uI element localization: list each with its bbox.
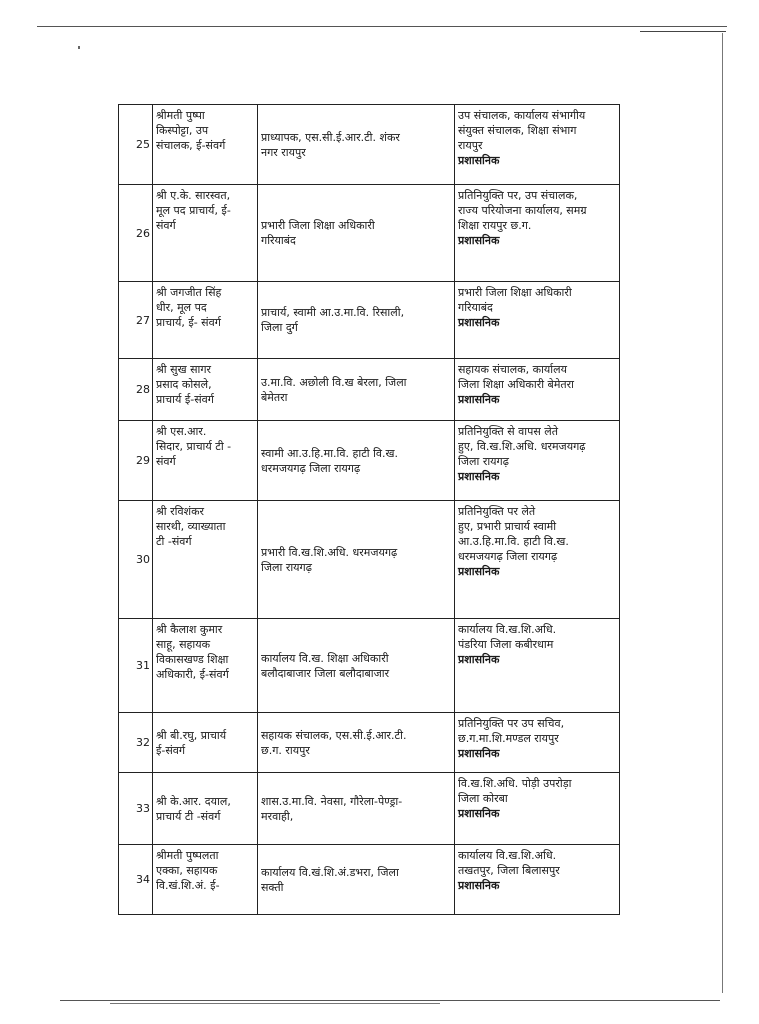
table-row xyxy=(119,619,620,713)
employee-name-cell xyxy=(153,185,258,282)
new-posting-cell-line: राज्य परियोजना कार्यालय, समग्र xyxy=(458,204,587,217)
current-posting-cell-line: बलौदाबाजार जिला बलौदाबाजार xyxy=(261,666,390,680)
new-posting-cell-line: जिला शिक्षा अधिकारी बेमेतरा xyxy=(458,378,575,391)
serial-number-cell: 32 xyxy=(119,713,153,773)
current-posting-cell xyxy=(258,185,455,282)
current-posting-cell-line: प्राचार्य, स्वामी आ.उ.मा.वि. रिसाली, xyxy=(261,306,405,319)
scan-edge-top-inner xyxy=(640,31,726,32)
current-posting-cell-line: जिला रायगढ़ xyxy=(261,560,312,574)
employee-name-cell-line: सिदार, प्राचार्य टी - xyxy=(156,440,232,453)
employee-name-cell-line: श्रीमती पुष्पा xyxy=(156,109,205,122)
new-posting-cell-line: कार्यालय वि.ख.शि.अधि. xyxy=(458,623,557,636)
new-posting-cell-line: प्रभारी जिला शिक्षा अधिकारी xyxy=(458,286,572,299)
new-posting-cell-line: वि.ख.शि.अधि. पोड़ी उपरोड़ा xyxy=(458,777,572,790)
current-posting-cell-line: नगर रायपुर xyxy=(261,145,306,159)
new-posting-cell xyxy=(455,501,620,619)
serial-number-cell: 33 xyxy=(119,773,153,845)
serial-number-cell: 31 xyxy=(119,619,153,713)
employee-name-cell-line: विकासखण्ड शिक्षा xyxy=(156,653,229,666)
new-posting-cell-line: प्रतिनियुक्ति पर लेते xyxy=(458,505,536,518)
table-body xyxy=(119,105,620,915)
remark-text: प्रशासनिक xyxy=(458,316,500,329)
new-posting-cell-line: प्रतिनियुक्ति पर, उप संचालक, xyxy=(458,189,578,202)
current-posting-cell-line: प्राध्यापक, एस.सी.ई.आर.टी. शंकर xyxy=(261,130,400,144)
employee-name-cell-line: एक्का, सहायक xyxy=(156,864,218,877)
table-row xyxy=(119,845,620,915)
employee-name-cell-line: प्राचार्य, ई- संवर्ग xyxy=(156,316,221,329)
employee-name-cell-line: श्री एस.आर. xyxy=(156,425,207,438)
current-posting-cell-line: कार्यालय वि.ख. शिक्षा अधिकारी xyxy=(261,651,389,665)
current-posting-cell xyxy=(258,105,455,185)
employee-name-cell xyxy=(153,105,258,185)
remark-text: प्रशासनिक xyxy=(458,470,500,483)
employee-name-cell xyxy=(153,845,258,915)
remark-text: प्रशासनिक xyxy=(458,565,500,578)
table-row xyxy=(119,359,620,421)
current-posting-cell-line: जिला दुर्ग xyxy=(261,321,298,334)
transfer-order-table xyxy=(118,104,620,915)
remark-text: प्रशासनिक xyxy=(458,747,500,760)
remark-text: प्रशासनिक xyxy=(458,154,500,167)
new-posting-cell-line: तखतपुर, जिला बिलासपुर xyxy=(458,864,560,877)
scan-edge-top xyxy=(37,26,727,27)
new-posting-cell xyxy=(455,619,620,713)
employee-name-cell xyxy=(153,501,258,619)
remark-text: प्रशासनिक xyxy=(458,653,500,666)
table-row xyxy=(119,282,620,359)
employee-name-cell-line: टी -संवर्ग xyxy=(156,535,192,548)
current-posting-cell-line: स्वामी आ.उ.हि.मा.वि. हाटी वि.ख. xyxy=(261,446,399,460)
new-posting-cell-line: शिक्षा रायपुर छ.ग. xyxy=(458,219,532,232)
new-posting-cell-line: हुए, वि.ख.शि.अधि. धरमजयगढ़ xyxy=(458,440,586,453)
current-posting-cell-line: शास.उ.मा.वि. नेवसा, गौरेला-पेण्ड्रा- xyxy=(261,794,403,808)
new-posting-cell-line: प्रतिनियुक्ति पर उप सचिव, xyxy=(458,717,565,730)
current-posting-cell-line: सक्ती xyxy=(261,880,284,894)
current-posting-cell xyxy=(258,773,455,845)
employee-name-cell-line: संवर्ग xyxy=(156,219,176,232)
table-row xyxy=(119,501,620,619)
current-posting-cell-line: छ.ग. रायपुर xyxy=(261,743,310,757)
current-posting-cell xyxy=(258,845,455,915)
serial-number-cell: 30 xyxy=(119,501,153,619)
new-posting-cell-line: जिला रायगढ़ xyxy=(458,455,509,468)
current-posting-cell-line: उ.मा.वि. अछोली वि.ख बेरला, जिला xyxy=(261,375,407,389)
employee-name-cell-line: साहू, सहायक xyxy=(156,638,211,651)
serial-number-cell: 34 xyxy=(119,845,153,915)
employee-name-cell-line: ई-संवर्ग xyxy=(156,743,186,757)
new-posting-cell xyxy=(455,845,620,915)
new-posting-cell-line: रायपुर xyxy=(458,139,483,152)
employee-name-cell xyxy=(153,282,258,359)
new-posting-cell xyxy=(455,282,620,359)
current-posting-cell-line: धरमजयगढ़ जिला रायगढ़ xyxy=(261,461,361,475)
remark-text: प्रशासनिक xyxy=(458,393,500,406)
new-posting-cell-line: हुए, प्रभारी प्राचार्य स्वामी xyxy=(458,520,557,533)
employee-name-cell xyxy=(153,359,258,421)
employee-name-cell-line: प्राचार्य टी -संवर्ग xyxy=(156,809,221,823)
serial-number-cell: 29 xyxy=(119,421,153,501)
serial-number-cell: 26 xyxy=(119,185,153,282)
scan-edge-bottom-inner xyxy=(110,1003,440,1004)
employee-name-cell-line: अधिकारी, ई-संवर्ग xyxy=(156,668,229,681)
employee-name-cell-line: मूल पद प्राचार्य, ई- xyxy=(156,204,231,217)
employee-name-cell xyxy=(153,773,258,845)
employee-name-cell-line: श्री सुख सागर xyxy=(156,363,212,376)
new-posting-cell-line: जिला कोरबा xyxy=(458,792,508,805)
new-posting-cell-line: छ.ग.मा.शि.मण्डल रायपुर xyxy=(458,732,559,745)
new-posting-cell xyxy=(455,359,620,421)
employee-name-cell-line: धीर, मूल पद xyxy=(156,301,207,314)
current-posting-cell-line: बेमेतरा xyxy=(261,390,288,404)
table-row xyxy=(119,713,620,773)
current-posting-cell-line: सहायक संचालक, एस.सी.ई.आर.टी. xyxy=(261,728,407,742)
current-posting-cell xyxy=(258,501,455,619)
employee-name-cell-line: संवर्ग xyxy=(156,455,176,468)
employee-name-cell-line: श्रीमती पुष्पलता xyxy=(156,849,219,862)
new-posting-cell xyxy=(455,773,620,845)
new-posting-cell-line: आ.उ.हि.मा.वि. हाटी वि.ख. xyxy=(458,535,569,548)
current-posting-cell-line: गरियाबंद xyxy=(261,234,296,247)
current-posting-cell xyxy=(258,421,455,501)
new-posting-cell xyxy=(455,713,620,773)
employee-name-cell-line: सारथी, व्याख्याता xyxy=(156,520,226,533)
current-posting-cell-line: कार्यालय वि.खं.शि.अं.डभरा, जिला xyxy=(261,865,399,879)
table-row xyxy=(119,421,620,501)
scan-edge-bottom xyxy=(60,1000,720,1001)
table-row xyxy=(119,185,620,282)
new-posting-cell xyxy=(455,421,620,501)
new-posting-cell-line: सहायक संचालक, कार्यालय xyxy=(458,363,567,376)
new-posting-cell-line: पंडरिया जिला कबीरधाम xyxy=(458,638,554,651)
employee-name-cell xyxy=(153,421,258,501)
new-posting-cell-line: संयुक्त संचालक, शिक्षा संभाग xyxy=(458,124,577,137)
current-posting-cell xyxy=(258,713,455,773)
remark-text: प्रशासनिक xyxy=(458,807,500,820)
serial-number-cell: 25 xyxy=(119,105,153,185)
employee-name-cell xyxy=(153,619,258,713)
remark-text: प्रशासनिक xyxy=(458,879,500,892)
new-posting-cell-line: गरियाबंद xyxy=(458,301,493,314)
new-posting-cell-line: कार्यालय वि.ख.शि.अधि. xyxy=(458,849,557,862)
serial-number-cell: 27 xyxy=(119,282,153,359)
serial-number-cell: 28 xyxy=(119,359,153,421)
employee-name-cell-line: श्री ए.के. सारस्वत, xyxy=(156,189,231,202)
employee-name-cell-line: प्रसाद कोसले, xyxy=(156,378,212,391)
current-posting-cell-line: मरवाही, xyxy=(261,809,294,823)
employee-name-cell-line: वि.खं.शि.अं. ई- xyxy=(156,879,220,892)
employee-name-cell-line: श्री रविशंकर xyxy=(156,505,205,518)
new-posting-cell-line: उप संचालक, कार्यालय संभागीय xyxy=(458,109,586,122)
new-posting-cell xyxy=(455,105,620,185)
employee-name-cell-line: श्री बी.रघु, प्राचार्य xyxy=(156,728,227,742)
employee-name-cell xyxy=(153,713,258,773)
current-posting-cell xyxy=(258,359,455,421)
employee-name-cell-line: श्री जगजीत सिंह xyxy=(156,286,222,299)
employee-name-cell-line: संचालक, ई-संवर्ग xyxy=(156,139,226,152)
current-posting-cell-line: प्रभारी जिला शिक्षा अधिकारी xyxy=(261,219,375,232)
current-posting-cell xyxy=(258,619,455,713)
employee-name-cell-line: किस्पोट्टा, उप xyxy=(156,124,209,137)
current-posting-cell xyxy=(258,282,455,359)
table-row xyxy=(119,105,620,185)
scan-edge-right xyxy=(722,33,723,993)
remark-text: प्रशासनिक xyxy=(458,234,500,247)
employee-name-cell-line: श्री कैलाश कुमार xyxy=(156,623,223,636)
current-posting-cell-line: प्रभारी वि.ख.शि.अधि. धरमजयगढ़ xyxy=(261,545,398,559)
new-posting-cell-line: धरमजयगढ़ जिला रायगढ़ xyxy=(458,550,558,563)
employee-name-cell-line: श्री के.आर. दयाल, xyxy=(156,794,231,808)
new-posting-cell xyxy=(455,185,620,282)
table-row xyxy=(119,773,620,845)
new-posting-cell-line: प्रतिनियुक्ति से वापस लेते xyxy=(458,425,559,438)
employee-name-cell-line: प्राचार्य ई-संवर्ग xyxy=(156,393,214,406)
scan-speck xyxy=(78,46,80,49)
